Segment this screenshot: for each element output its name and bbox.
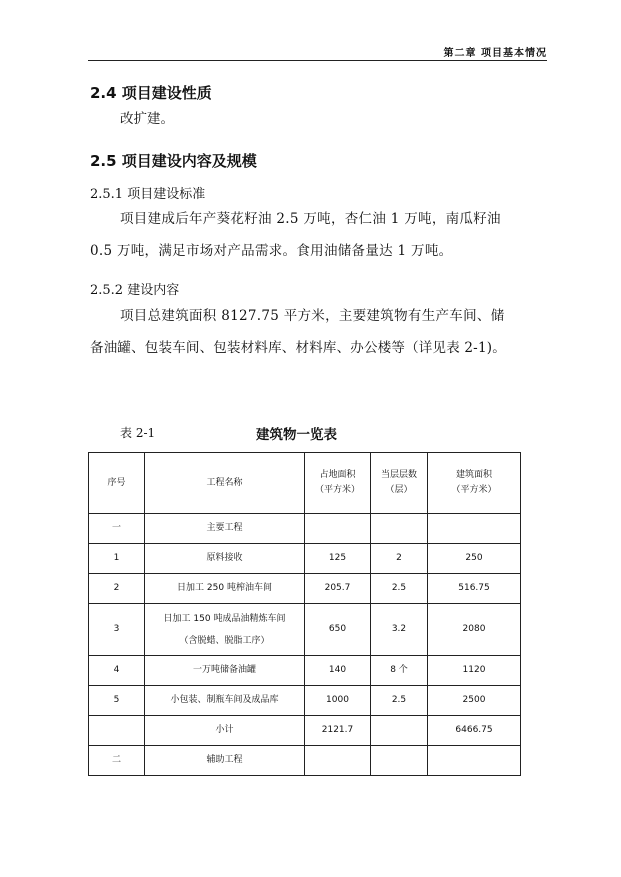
cell-name: 原料接收: [145, 544, 305, 574]
cell-seq: 4: [89, 656, 145, 686]
cell-floors: [371, 514, 428, 544]
cell-floors: 2.5: [371, 574, 428, 604]
cell-seq: 一: [89, 514, 145, 544]
table-header-row: [89, 453, 521, 514]
section-2-5-1-line1: 项目建成后年产葵花籽油 2.5 万吨，杏仁油 1 万吨，南瓜籽油: [120, 211, 501, 227]
header-floors-line1: 当层层数: [380, 470, 417, 480]
header-area: [305, 453, 371, 514]
cell-build: [428, 746, 521, 776]
cell-area: 205.7: [305, 574, 371, 604]
cell-build: 516.75: [428, 574, 521, 604]
cell-floors: 3.2: [371, 604, 428, 656]
table-row: [89, 686, 521, 716]
table-row: [89, 544, 521, 574]
cell-name: 一万吨储备油罐: [145, 656, 305, 686]
table-row: [89, 716, 521, 746]
section-2-4-heading: 2.4 项目建设性质: [90, 84, 212, 102]
running-header-title: 第二章 项目基本情况: [443, 48, 547, 59]
section-2-5-1-heading: 2.5.1 项目建设标准: [90, 187, 206, 202]
header-floors: [371, 453, 428, 514]
header-floors-line2: （层）: [385, 485, 413, 495]
cell-seq: 1: [89, 544, 145, 574]
section-2-5-2-heading: 2.5.2 建设内容: [90, 283, 180, 298]
cell-name: 小计: [145, 716, 305, 746]
section-2-5-1-line2: 0.5 万吨，满足市场对产品需求。食用油储备量达 1 万吨。: [90, 243, 453, 259]
header-seq: 序号: [89, 453, 145, 514]
cell-floors: 8 个: [371, 656, 428, 686]
cell-build: [428, 514, 521, 544]
cell-seq: 二: [89, 746, 145, 776]
cell-area: [305, 514, 371, 544]
cell-name: 主要工程: [145, 514, 305, 544]
cell-seq: 2: [89, 574, 145, 604]
cell-seq: 5: [89, 686, 145, 716]
buildings-table: [88, 452, 521, 776]
table-row: [89, 656, 521, 686]
header-rule: [88, 60, 547, 61]
section-2-4-body: 改扩建。: [120, 111, 174, 127]
table-caption-number: 表 2-1: [120, 426, 156, 440]
cell-area: 2121.7: [305, 716, 371, 746]
cell-floors: [371, 716, 428, 746]
cell-name: [145, 604, 305, 656]
section-2-5-2-line1: 项目总建筑面积 8127.75 平方米，主要建筑物有生产车间、储: [120, 308, 505, 324]
cell-build: 6466.75: [428, 716, 521, 746]
table-row: [89, 574, 521, 604]
cell-area: [305, 746, 371, 776]
cell-build: 250: [428, 544, 521, 574]
cell-build: 1120: [428, 656, 521, 686]
cell-area: 125: [305, 544, 371, 574]
cell-name-line2: （含脱蜡、脱脂工序）: [179, 635, 270, 646]
header-build: [428, 453, 521, 514]
cell-floors: 2: [371, 544, 428, 574]
table-row: [89, 746, 521, 776]
table-row: [89, 514, 521, 544]
cell-build: 2080: [428, 604, 521, 656]
cell-name-line1: 日加工 150 吨成品油精炼车间: [163, 613, 286, 624]
cell-floors: 2.5: [371, 686, 428, 716]
cell-floors: [371, 746, 428, 776]
header-area-line2: （平方米）: [314, 485, 360, 495]
header-name: 工程名称: [145, 453, 305, 514]
cell-seq: 3: [89, 604, 145, 656]
cell-area: 140: [305, 656, 371, 686]
cell-area: 1000: [305, 686, 371, 716]
header-build-line1: 建筑面积: [455, 470, 492, 480]
cell-name: 小包装、制瓶车间及成品库: [145, 686, 305, 716]
cell-area: 650: [305, 604, 371, 656]
cell-name: 日加工 250 吨榨油车间: [145, 574, 305, 604]
cell-build: 2500: [428, 686, 521, 716]
section-2-5-heading: 2.5 项目建设内容及规模: [90, 152, 257, 170]
cell-name: 辅助工程: [145, 746, 305, 776]
cell-seq: [89, 716, 145, 746]
header-build-line2: （平方米）: [451, 485, 497, 495]
table-caption-title: 建筑物一览表: [256, 427, 337, 443]
section-2-5-2-line2: 备油罐、包装车间、包装材料库、材料库、办公楼等（详见表 2-1)。: [90, 340, 506, 356]
table-row: [89, 604, 521, 656]
header-area-line1: 占地面积: [319, 470, 356, 480]
